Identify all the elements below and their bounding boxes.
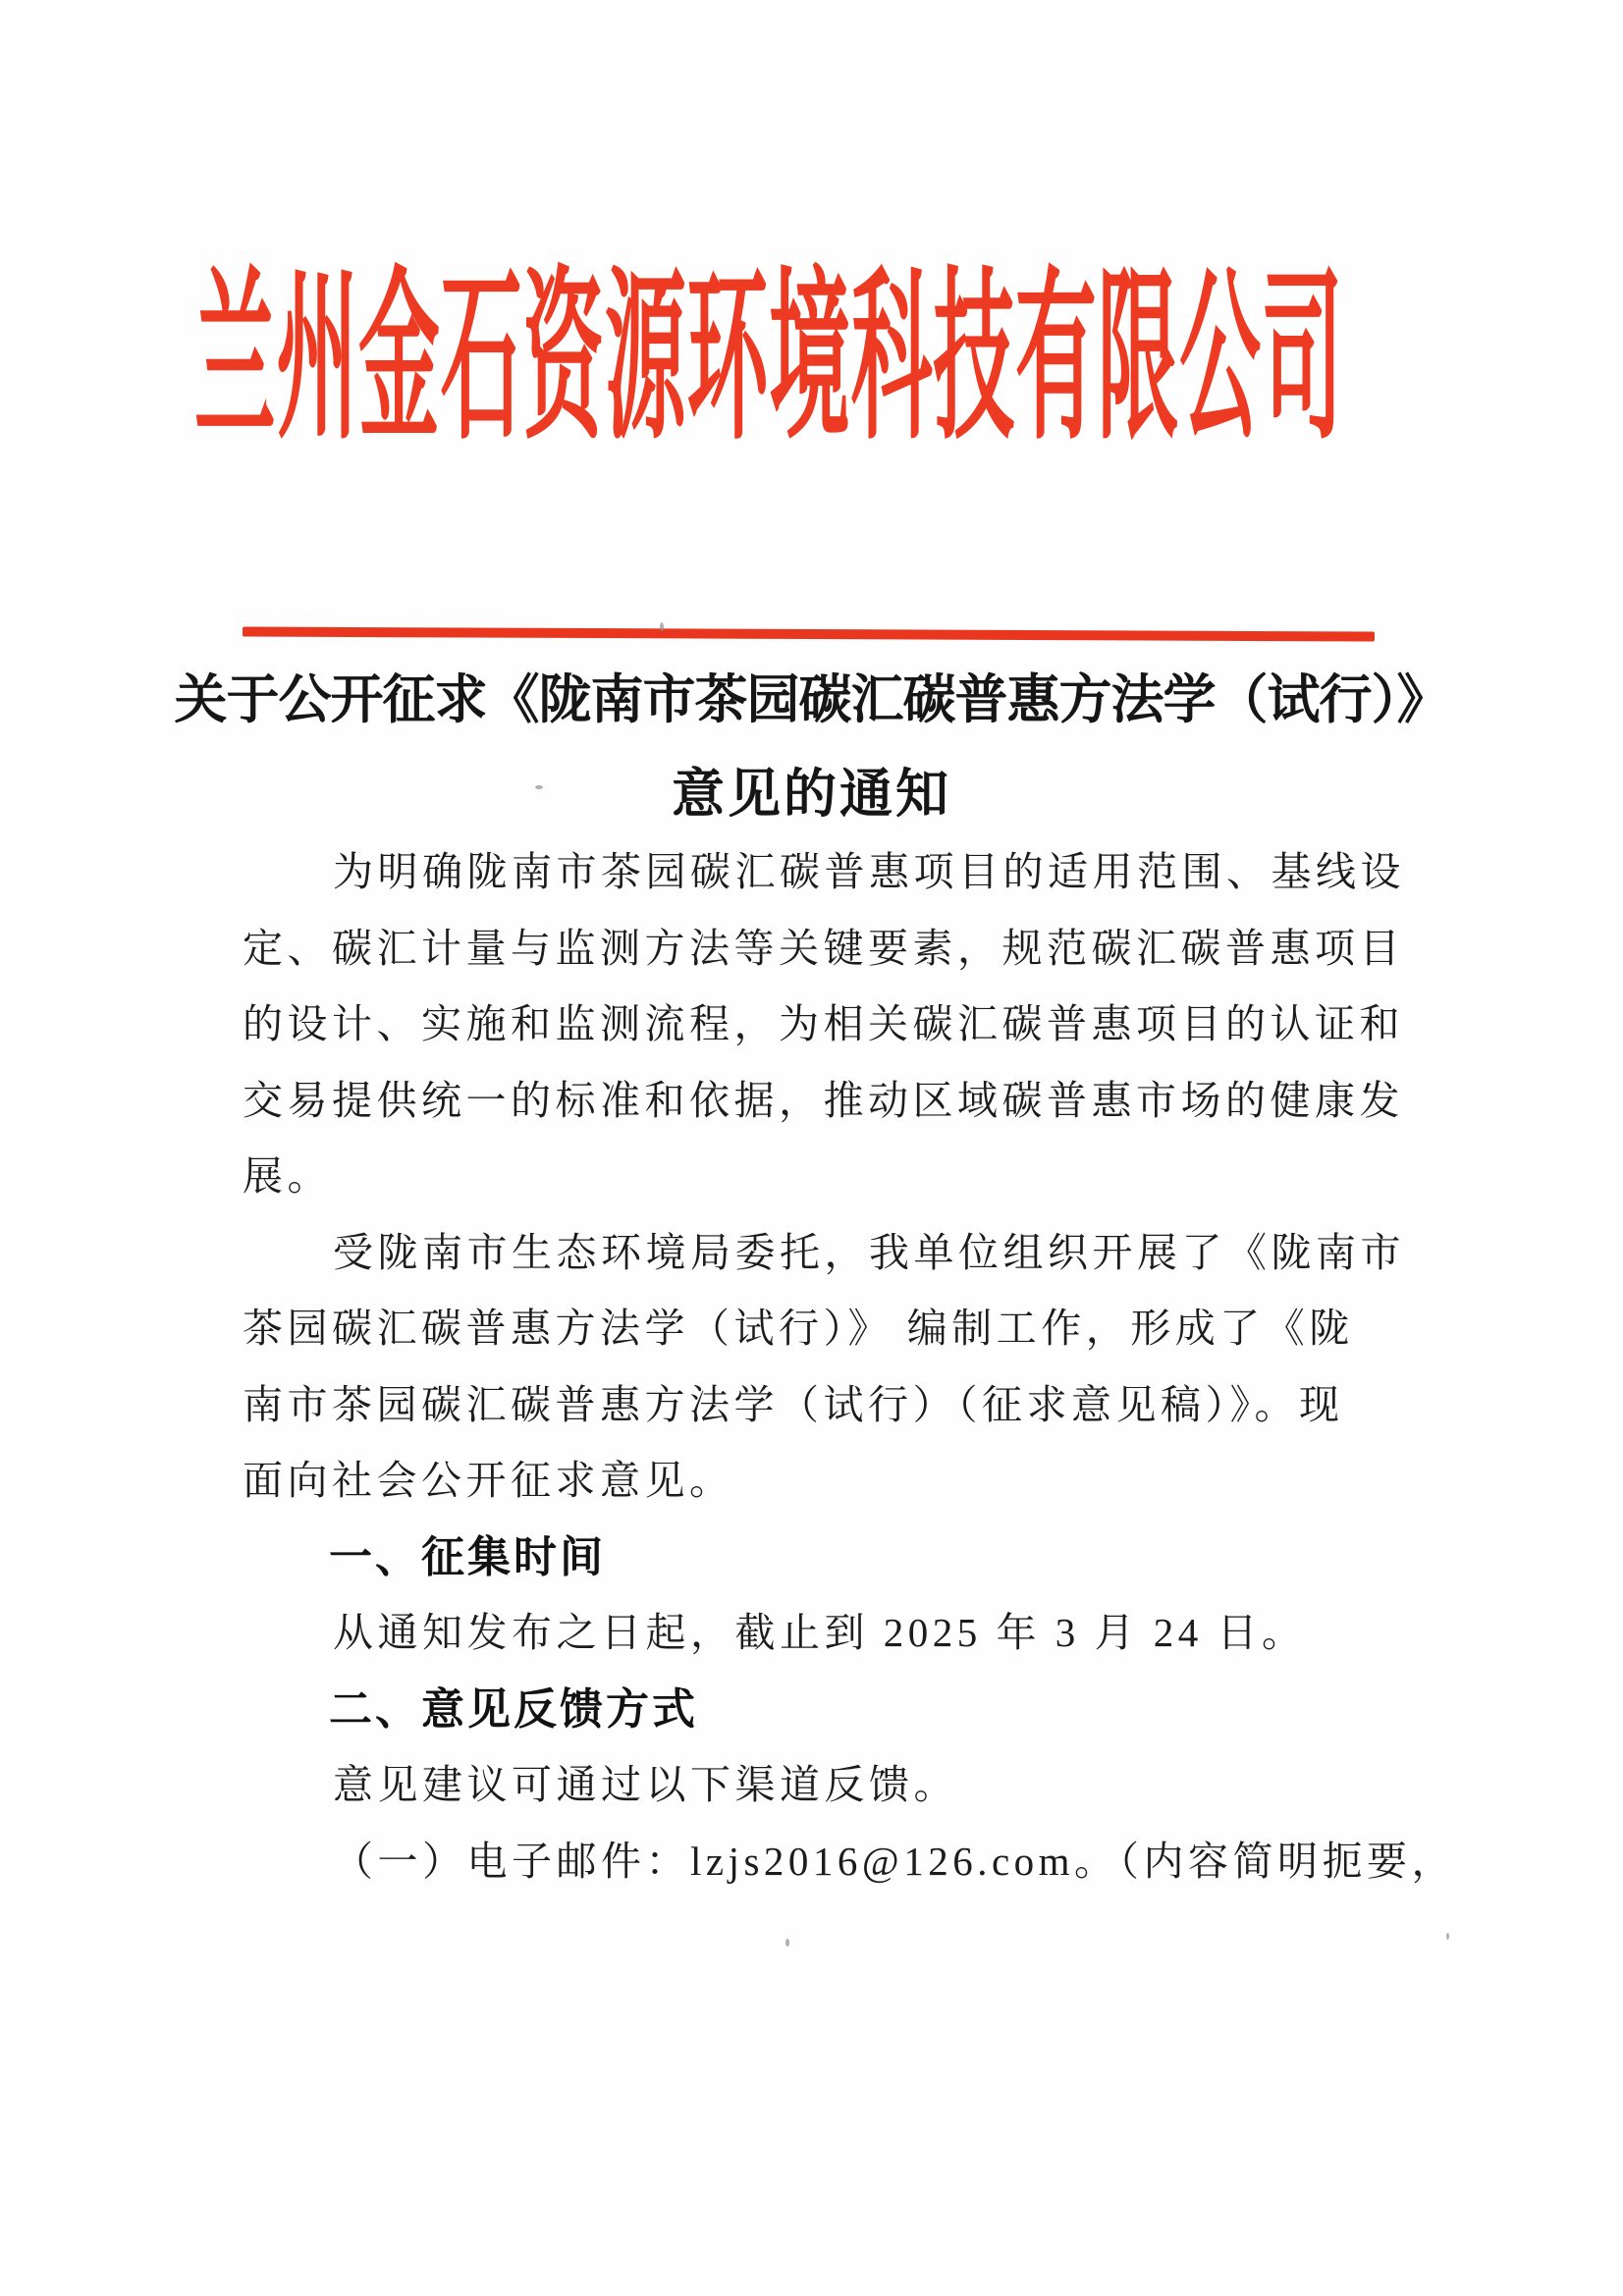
body-line: 南市茶园碳汇碳普惠方法学（试行）（征求意见稿）》。现 xyxy=(243,1381,1344,1427)
body-line: 茶园碳汇碳普惠方法学（试行）》 编制工作，形成了《陇 xyxy=(243,1306,1354,1351)
scan-artifact xyxy=(785,1939,789,1947)
body-line: 的设计、实施和监测流程，为相关碳汇碳普惠项目的认证和 xyxy=(243,1001,1404,1046)
document-title-line2: 意见的通知 xyxy=(672,765,951,824)
body-line: 面向社会公开征求意见。 xyxy=(243,1458,734,1503)
company-name: 兰州金石资源环境科技有限公司 xyxy=(194,256,1344,461)
body-line: 展。 xyxy=(243,1153,332,1199)
scan-artifact xyxy=(1446,1933,1449,1940)
scan-artifact xyxy=(535,785,543,789)
company-letterhead xyxy=(194,256,1623,461)
section-heading: 二、意见反馈方式 xyxy=(329,1684,698,1734)
body-line: 为明确陇南市茶园碳汇碳普惠项目的适用范围、基线设 xyxy=(333,849,1405,894)
scan-artifact xyxy=(660,622,664,631)
body-line: 定、碳汇计量与监测方法等关键要素，规范碳汇碳普惠项目 xyxy=(243,925,1404,971)
body-line: 从通知发布之日起，截止到 2025 年 3 月 24 日。 xyxy=(333,1610,1307,1655)
letterhead-divider-line xyxy=(243,626,1375,641)
section-heading: 一、征集时间 xyxy=(329,1532,606,1581)
body-line: 受陇南市生态环境局委托，我单位组织开展了《陇南市 xyxy=(333,1229,1405,1275)
document-body xyxy=(243,834,1457,1899)
body-line: 意见建议可通过以下渠道反馈。 xyxy=(333,1762,958,1807)
document-title-line1: 关于公开征求《陇南市茶园碳汇碳普惠方法学（试行）》 xyxy=(174,670,1449,729)
body-line: （一）电子邮件：lzjs2016@126.com。（内容简明扼要， xyxy=(333,1838,1457,1884)
body-line: 交易提供统一的标准和依据，推动区域碳普惠市场的健康发 xyxy=(243,1077,1404,1123)
